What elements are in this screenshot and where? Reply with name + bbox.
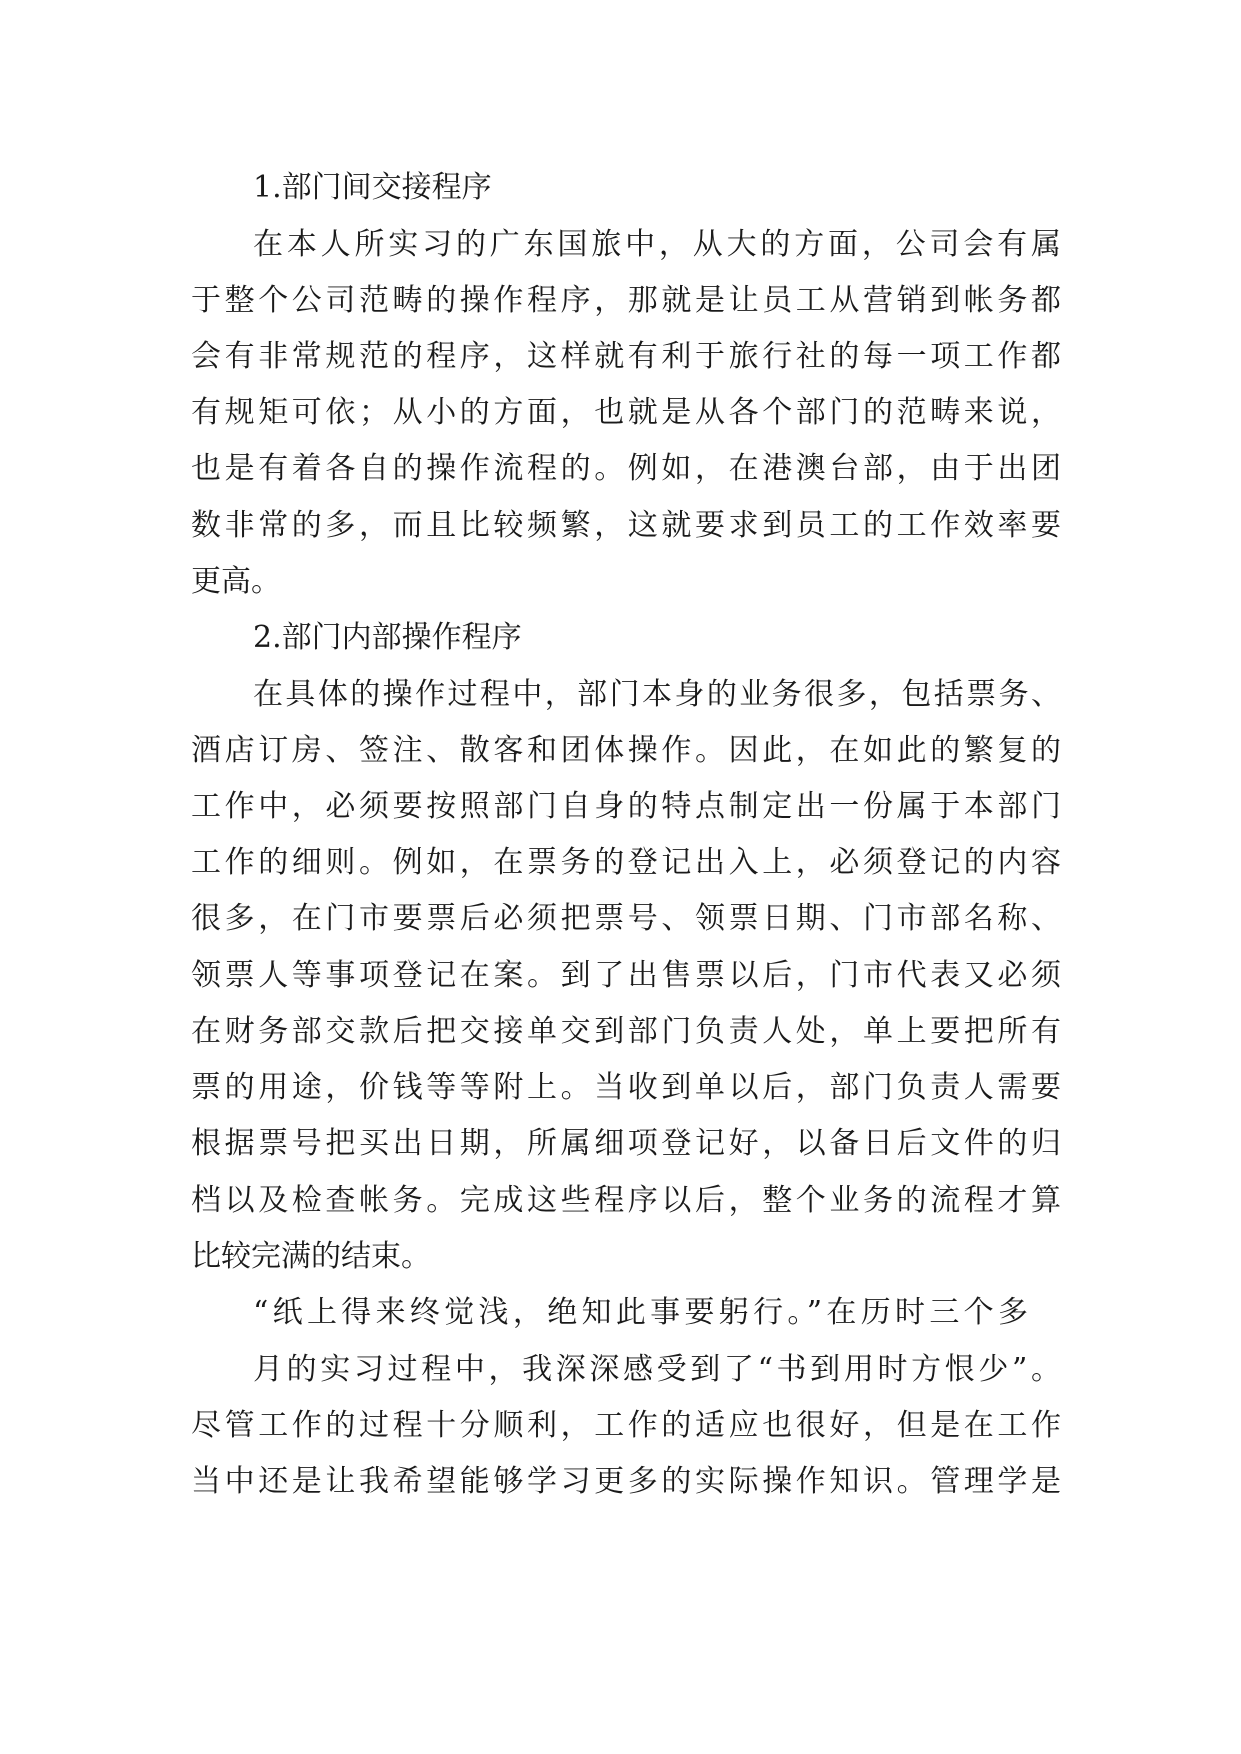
text-line: 在财务部交款后把交接单交到部门负责人处，单上要把所有: [191, 1014, 1061, 1049]
section-heading-1: 1.部门间交接程序: [253, 170, 492, 205]
text-line: 会有非常规范的程序，这样就有利于旅行社的每一项工作都: [191, 339, 1061, 374]
section-heading-2: 2.部门内部操作程序: [253, 620, 522, 655]
text-line: 有规矩可依；从小的方面，也就是从各个部门的范畴来说，: [191, 395, 1061, 430]
text-line: 也是有着各自的操作流程的。例如，在港澳台部，由于出团: [191, 451, 1061, 486]
text-line: 于整个公司范畴的操作程序，那就是让员工从营销到帐务都: [191, 283, 1061, 318]
text-line: 很多，在门市要票后必须把票号、领票日期、门市部名称、: [191, 901, 1061, 936]
text-line: 尽管工作的过程十分顺利，工作的适应也很好，但是在工作: [191, 1408, 1061, 1443]
text-line: 在本人所实习的广东国旅中，从大的方面，公司会有属: [253, 227, 1061, 262]
text-line: “纸上得来终觉浅，绝知此事要躬行。”在历时三个多: [253, 1295, 1028, 1330]
text-line: 领票人等事项登记在案。到了出售票以后，门市代表又必须: [191, 958, 1061, 993]
text-line: 根据票号把买出日期，所属细项登记好，以备日后文件的归: [191, 1126, 1061, 1161]
text-line: 月的实习过程中，我深深感受到了“书到用时方恨少”。: [253, 1352, 1061, 1387]
text-line: 在具体的操作过程中，部门本身的业务很多，包括票务、: [253, 677, 1061, 712]
text-line: 酒店订房、签注、散客和团体操作。因此，在如此的繁复的: [191, 733, 1061, 768]
text-line: 票的用途，价钱等等附上。当收到单以后，部门负责人需要: [191, 1070, 1061, 1105]
text-line: 档以及检查帐务。完成这些程序以后，整个业务的流程才算: [191, 1183, 1061, 1218]
text-line: 比较完满的结束。: [191, 1239, 431, 1274]
text-line: 工作的细则。例如，在票务的登记出入上，必须登记的内容: [191, 845, 1061, 880]
text-line: 更高。: [191, 564, 281, 599]
text-line: 数非常的多，而且比较频繁，这就要求到员工的工作效率要: [191, 508, 1061, 543]
text-line: 工作中，必须要按照部门自身的特点制定出一份属于本部门: [191, 789, 1061, 824]
text-line: 当中还是让我希望能够学习更多的实际操作知识。管理学是: [191, 1464, 1061, 1499]
